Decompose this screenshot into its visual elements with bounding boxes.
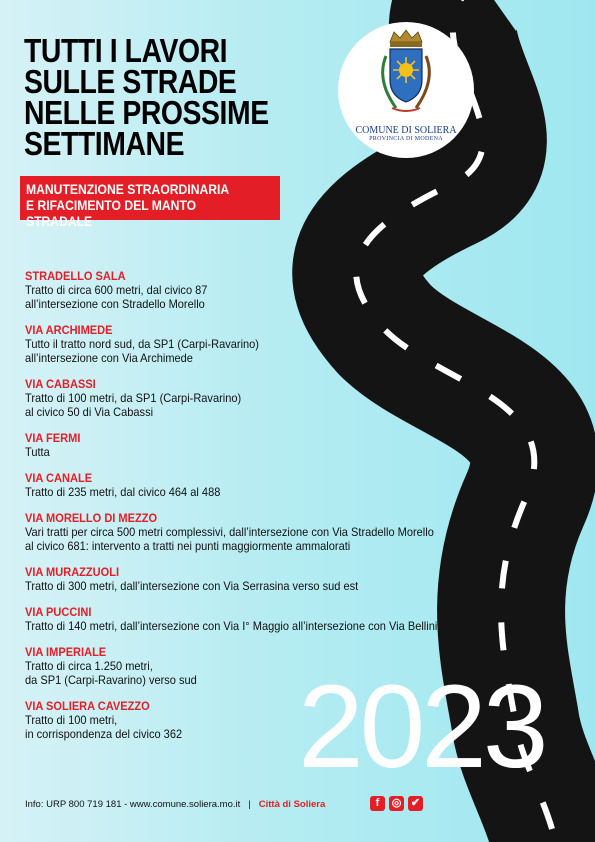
street-description: Tutto il tratto nord sud, da SP1 (Carpi-Ravarino) all’intersezione con Via Archimede [25,337,259,365]
street-description: Tutta [25,445,50,459]
footer-info: Info: URP 800 719 181 - www.comune.soliera.mo.it [25,799,241,810]
subtitle-text: MANUTENZIONE STRAORDINARIA E RIFACIMENTO DEL MANTO STRADALE [26,182,230,229]
street-name: VIA SOLIERA CAVEZZO [25,699,150,713]
municipality-province: PROVINCIA DI MODENA [369,136,443,142]
street-description: Tratto di 100 metri, da SP1 (Carpi-Ravarino) al civico 50 di Via Cabassi [25,391,242,419]
street-description: Tratto di 235 metri, dal civico 464 al 488 [25,485,221,499]
street-item [25,323,525,365]
street-description: Tratto di 300 metri, dall’intersezione con Via Serrasina verso sud est [25,579,359,593]
instagram-icon[interactable]: ◎ [389,796,404,811]
poster-title: TUTTI I LAVORI SULLE STRADE NELLE PROSSIME SETTIMANE [24,32,269,162]
street-description: Tratto di 100 metri, in corrispondenza del civico 362 [25,713,183,741]
subtitle-banner [20,176,280,229]
street-name: VIA ARCHIMEDE [25,323,113,337]
street-name: VIA FERMI [25,431,81,445]
street-name: VIA PUCCINI [25,605,92,619]
facebook-icon[interactable]: f [370,796,385,811]
year-label: 2023 [298,661,545,793]
street-name: VIA IMPERIALE [25,645,107,659]
street-description: Tratto di circa 600 metri, dal civico 87 all’intersezione con Stradello Morello [25,283,208,311]
street-item [25,565,525,593]
street-description: Tratto di 140 metri, dall’intersezione con Via I° Maggio all’intersezione con Via Bellini [25,619,438,633]
street-item [25,269,525,311]
street-item [25,431,525,459]
street-name: VIA CABASSI [25,377,96,391]
street-item [25,605,525,633]
street-description: Vari tratti per circa 500 metri complessivi, dall’intersezione con Via Stradello Morello al civico 681: intervento a tratti nei punti maggiormente ammalorati [25,525,434,553]
street-description: Tratto di circa 1.250 metri, da SP1 (Carpi-Ravarino) verso sud [25,659,197,687]
street-item [25,377,525,419]
street-item [25,511,525,553]
street-name: VIA MURAZZUOLI [25,565,120,579]
street-name: STRADELLO SALA [25,269,126,283]
street-name: VIA CANALE [25,471,93,485]
twitter-icon[interactable]: ✔ [408,796,423,811]
footer-separator: | [248,799,251,810]
street-item [25,471,525,499]
street-name: VIA MORELLO DI MEZZO [25,511,158,525]
footer-city-link[interactable]: Città di Soliera [258,799,326,810]
footer [25,799,325,810]
municipality-name: COMUNE DI SOLIERA [355,125,457,136]
municipality-logo [338,22,474,158]
